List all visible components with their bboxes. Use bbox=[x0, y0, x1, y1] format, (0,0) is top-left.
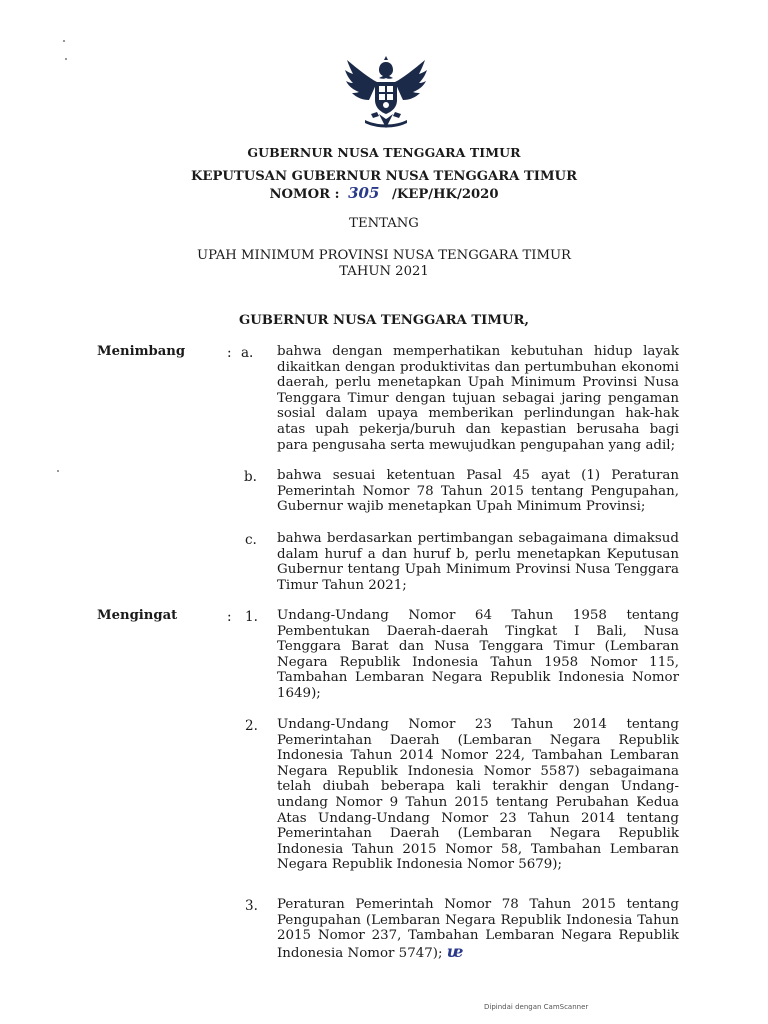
scan-speck bbox=[63, 40, 65, 42]
decree-number-prefix: NOMOR : bbox=[269, 187, 340, 202]
menimbang-marker-a: a. bbox=[241, 345, 254, 361]
paraf-initial: ᵫ bbox=[446, 941, 464, 961]
mengingat-marker-1: 1. bbox=[245, 609, 258, 625]
scan-speck bbox=[57, 470, 59, 472]
mengingat-item-1: Undang-Undang Nomor 64 Tahun 1958 tentang Pembentukan Daerah-daerah Tingkat I Bali, Nusa Tenggara Barat dan Nusa Tenggara Timur (Lembaran Negara Republik Indonesia Tahun 1958 Nomor 115, Tambahan Lembaran Negara Republik Indonesia Nomor 1649); bbox=[277, 608, 679, 701]
decree-number-handwritten: 305 bbox=[348, 184, 380, 202]
menimbang-marker-b: b. bbox=[244, 469, 257, 485]
menimbang-item-a: bahwa dengan memperhatikan kebutuhan hidup layak dikaitkan dengan produktivitas dan pertumbuhan ekonomi daerah, perlu menetapkan Upah Minimum Provinsi Nusa Tenggara Timur dengan tujuan sebagai jaring pengaman sosial dalam upaya memberikan perlindungan hak-hak atas upah pekerja/buruh dan kepastian berusaha bagi para pengusaha serta mewujudkan pengupahan yang adil; bbox=[277, 344, 679, 453]
garuda-emblem-icon bbox=[341, 56, 431, 132]
mengingat-label: Mengingat bbox=[97, 608, 178, 623]
about-label: TENTANG bbox=[349, 216, 419, 231]
subject-line-2: TAHUN 2021 bbox=[339, 264, 429, 279]
decree-number bbox=[0, 185, 768, 203]
mengingat-item-3 bbox=[277, 897, 679, 961]
mengingat-marker-2: 2. bbox=[245, 718, 258, 734]
decree-title: KEPUTUSAN GUBERNUR NUSA TENGGARA TIMUR bbox=[190, 169, 578, 184]
scan-speck bbox=[65, 58, 67, 60]
scanner-watermark: Dipindai dengan CamScanner bbox=[484, 1003, 589, 1011]
subject-line-1: UPAH MINIMUM PROVINSI NUSA TENGGARA TIMUR bbox=[196, 248, 571, 263]
mengingat-item-3-text: Peraturan Pemerintah Nomor 78 Tahun 2015 tentang Pengupahan (Lembaran Negara Republik Indonesia Tahun 2015 Nomor 237, Tambahan Lembaran Negara Republik Indonesia Nomor 5747); bbox=[277, 897, 679, 961]
menimbang-colon: : bbox=[227, 345, 232, 361]
authority-heading: GUBERNUR NUSA TENGGARA TIMUR, bbox=[238, 313, 529, 328]
menimbang-marker-c: c. bbox=[245, 532, 257, 548]
mengingat-colon: : bbox=[227, 609, 232, 625]
decree-number-suffix: /KEP/HK/2020 bbox=[392, 187, 499, 202]
issuer-heading: GUBERNUR NUSA TENGGARA TIMUR bbox=[247, 145, 521, 160]
mengingat-item-2: Undang-Undang Nomor 23 Tahun 2014 tentang Pemerintahan Daerah (Lembaran Negara Republik Indonesia Tahun 2014 Nomor 224, Tambahan Lembaran Negara Republik Indonesia Nomor 5587) sebagaimana telah diubah beberapa kali terakhir dengan Undang-undang Nomor 9 Tahun 2015 tentang Perubahan Kedua Atas Undang-Undang Nomor 23 Tahun 2014 tentang Pemerintahan Daerah (Lembaran Negara Republik Indonesia Tahun 2015 Nomor 58, Tambahan Lembaran Negara Republik Indonesia Nomor 5679); bbox=[277, 717, 679, 873]
menimbang-item-b: bahwa sesuai ketentuan Pasal 45 ayat (1) Peraturan Pemerintah Nomor 78 Tahun 2015 tentang Pengupahan, Gubernur wajib menetapkan Upah Minimum Provinsi; bbox=[277, 468, 679, 515]
mengingat-marker-3: 3. bbox=[245, 898, 258, 914]
menimbang-label: Menimbang bbox=[97, 344, 186, 359]
menimbang-item-c: bahwa berdasarkan pertimbangan sebagaimana dimaksud dalam huruf a dan huruf b, perlu menetapkan Keputusan Gubernur tentang Upah Minimum Provinsi Nusa Tenggara Timur Tahun 2021; bbox=[277, 531, 679, 593]
